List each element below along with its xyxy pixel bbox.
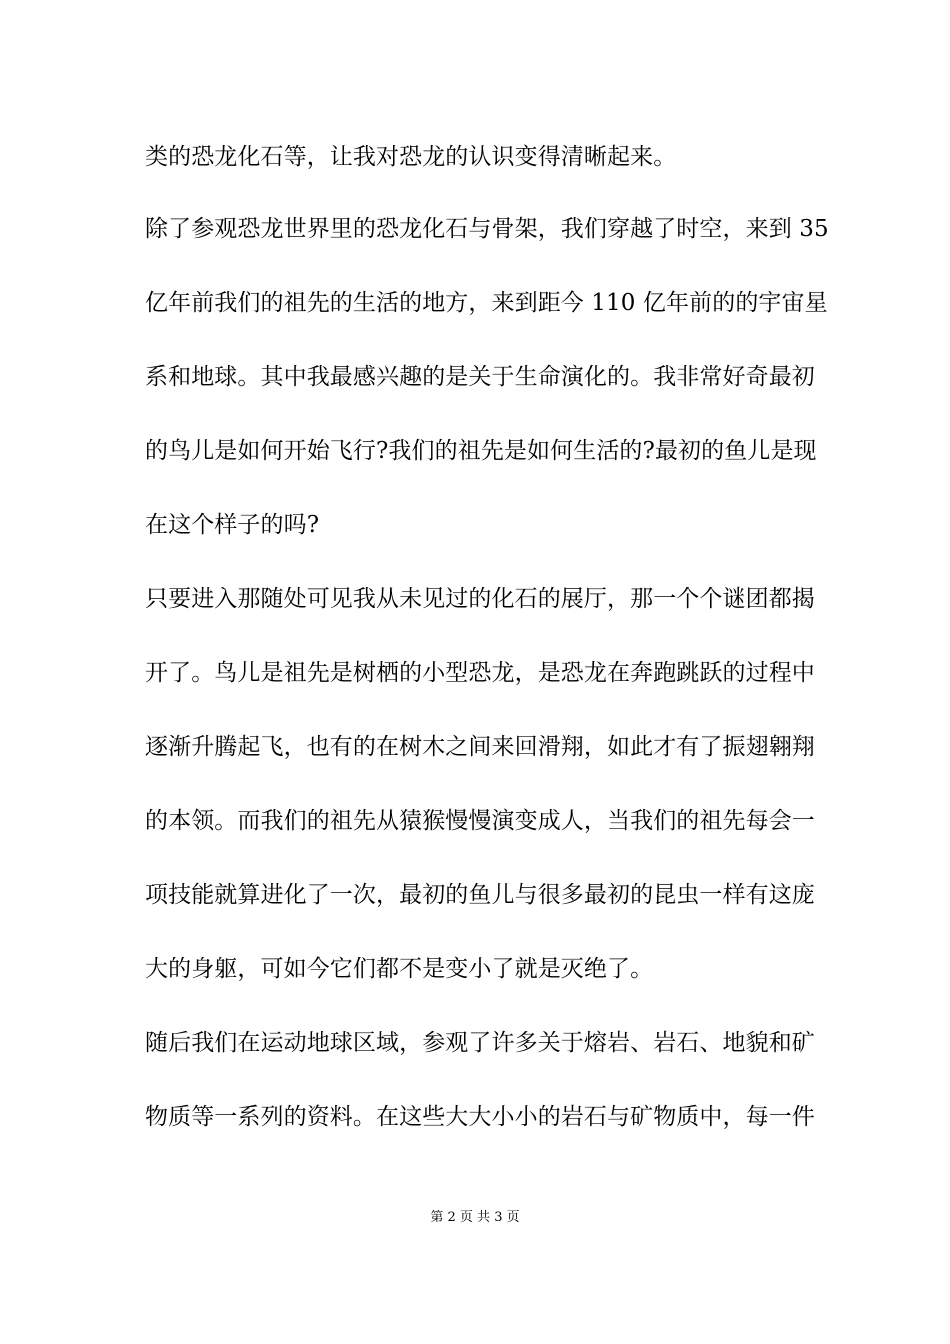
text-line: 随后我们在运动地球区域，参观了许多关于熔岩、岩石、地貌和矿 (145, 1030, 815, 1056)
text-line: 项技能就算进化了一次，最初的鱼儿与很多最初的昆虫一样有这庞 (145, 882, 815, 908)
text-line: 亿年前我们的祖先的生活的地方，来到距今 110 亿年前的的宇宙星 (145, 290, 828, 316)
text-line: 大的身躯，可如今它们都不是变小了就是灭绝了。 (145, 956, 654, 982)
text-line: 系和地球。其中我最感兴趣的是关于生命演化的。我非常好奇最初 (145, 364, 815, 390)
page-footer (0, 1210, 950, 1226)
text-line: 只要进入那随处可见我从未见过的化石的展厅，那一个个谜团都揭 (145, 586, 815, 612)
text-line: 的本领。而我们的祖先从猿猴慢慢演变成人，当我们的祖先每会一 (145, 808, 815, 834)
text-line: 类的恐龙化石等，让我对恐龙的认识变得清晰起来。 (145, 144, 677, 170)
page-number-label: 第 2 页 共 3 页 (430, 1210, 520, 1225)
text-line: 在这个样子的吗? (145, 512, 320, 538)
text-line: 物质等一系列的资料。在这些大大小小的岩石与矿物质中，每一件 (145, 1104, 815, 1130)
text-line: 的鸟儿是如何开始飞行?我们的祖先是如何生活的?最初的鱼儿是现 (145, 438, 817, 464)
text-line: 开了。鸟儿是祖先是树栖的小型恐龙，是恐龙在奔跑跳跃的过程中 (145, 660, 815, 686)
text-line: 逐渐升腾起飞，也有的在树木之间来回滑翔，如此才有了振翅翱翔 (145, 734, 815, 760)
text-line: 除了参观恐龙世界里的恐龙化石与骨架，我们穿越了时空，来到 35 (145, 216, 829, 242)
